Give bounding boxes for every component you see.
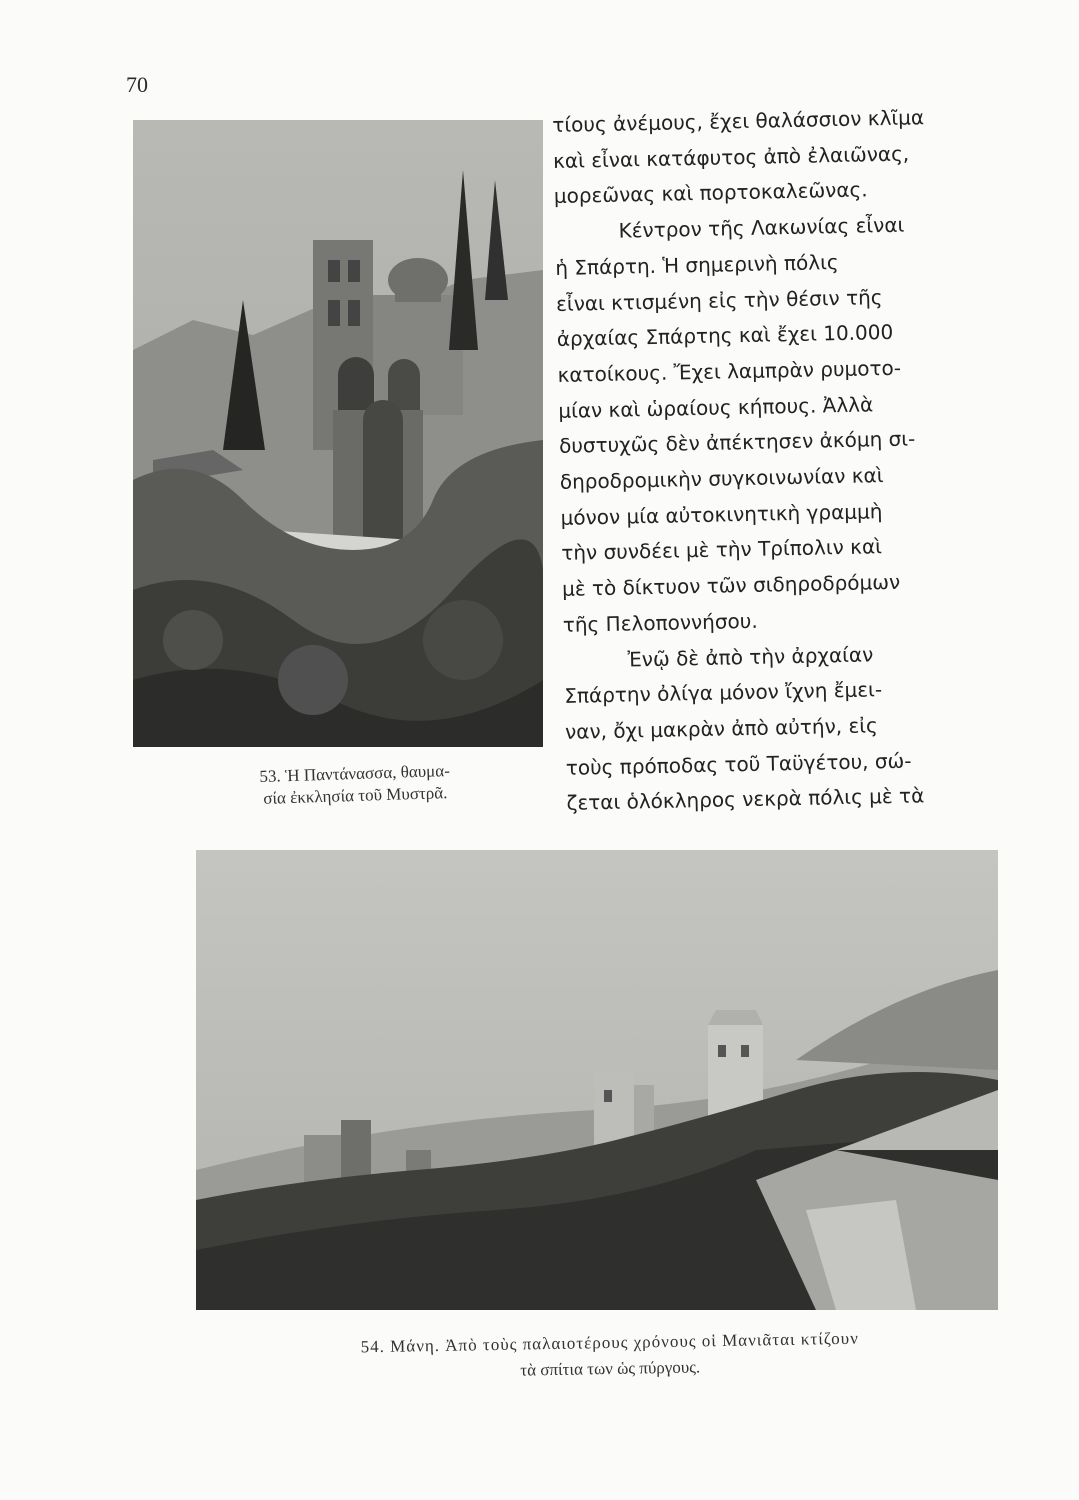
body-line: μὲ τὸ δίκτυον τῶν σιδηροδρόμων: [561, 569, 901, 602]
body-line: δηροδρομικὴν συγκοινωνίαν καὶ: [559, 463, 884, 494]
caption-line: 54. Μάνη. Ἀπὸ τοὺς παλαιοτέρους χρόνους οἱ Μανιᾶται κτίζουν: [360, 1328, 859, 1357]
caption-line: 53. Ἡ Παντάνασσα, θαυμα-: [259, 761, 451, 786]
body-line: δυστυχῶς δὲν ἀπέκτησεν ἀκόμη σι-: [558, 426, 916, 459]
caption-line: σία ἐκκλησία τοῦ Μυστρᾶ.: [262, 783, 448, 808]
body-line: τῆς Πελοποννήσου.: [562, 608, 758, 637]
body-line: ζεται ὁλόκληρος νεκρὰ πόλις μὲ τὰ: [566, 783, 925, 816]
body-line: Ἐνῷ δὲ ἀπὸ τὴν ἀρχαίαν: [627, 641, 874, 672]
body-text: [552, 99, 1007, 822]
body-line: εἶναι κτισμένη εἰς τὴν θέσιν τῆς: [555, 284, 883, 316]
figure-53-photo: [133, 120, 543, 747]
body-line: Σπάρτην ὀλίγα μόνον ἴχνη ἔμει-: [564, 677, 883, 709]
body-line: μόνον μία αὐτοκινητικὴ γραμμὴ: [560, 498, 883, 530]
caption-line: τὰ σπίτια των ὡς πύργους.: [520, 1357, 701, 1380]
body-line: μορεῶνας καὶ πορτοκαλεῶνας.: [553, 177, 868, 209]
body-line: ἡ Σπάρτη. Ἡ σημερινὴ πόλις: [555, 249, 839, 280]
body-line: Κέντρον τῆς Λακωνίας εἶναι: [618, 212, 905, 243]
body-line: τὴν συνδέει μὲ τὴν Τρίπολιν καὶ: [561, 534, 883, 566]
body-line: τοὺς πρόποδας τοῦ Ταϋγέτου, σώ-: [565, 748, 912, 780]
figure-54-photo: [196, 850, 998, 1310]
body-line: μίαν καὶ ὡραίους κήπους. Ἀλλὰ: [558, 391, 874, 423]
body-line: τίους ἀνέμους, ἔχει θαλάσσιον κλῖμα: [552, 105, 925, 137]
page-number: 70: [126, 72, 148, 97]
body-line: ἀρχαίας Σπάρτης καὶ ἔχει 10.000: [556, 320, 894, 352]
body-line: καὶ εἶναι κατάφυτος ἀπὸ ἐλαιῶνας,: [552, 141, 910, 173]
body-line: κατοίκους. Ἔχει λαμπρὰν ρυμοτο-: [557, 355, 902, 387]
figure-53-caption: [189, 758, 520, 812]
body-line: ναν, ὄχι μακρὰν ἀπὸ αὐτήν, εἰς: [564, 713, 879, 744]
figure-54-caption: [250, 1324, 971, 1389]
